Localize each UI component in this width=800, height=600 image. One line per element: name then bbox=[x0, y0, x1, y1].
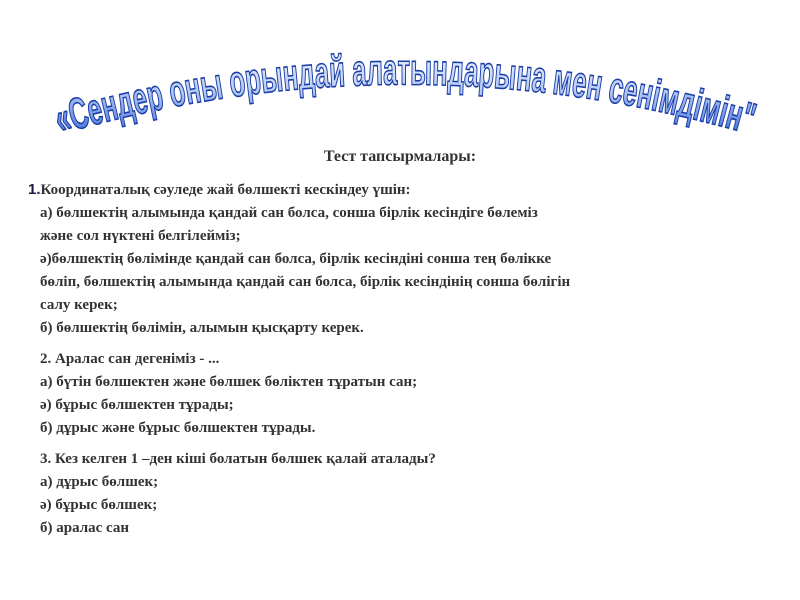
question-1-line: а) бөлшектің алымында қандай сан болса, сонша бірлік кесіндіге бөлеміз bbox=[40, 205, 538, 221]
question-3-text: 3. Кез келген 1 –ден кіші болатын бөлшек қалай аталады? bbox=[40, 451, 436, 467]
question-1-line: бөліп, бөлшектің алымында қандай сан болса, бірлік кесіндінің сонша бөлігін bbox=[40, 274, 571, 290]
questions-body bbox=[28, 178, 788, 548]
question-3-option: а) дұрыс бөлшек; bbox=[40, 474, 159, 490]
question-1-line: салу керек; bbox=[40, 297, 118, 313]
banner-text: «Сендер оны орындай алатындарына мен сенімдімін" bbox=[49, 45, 770, 147]
question-2-option: ә) бұрыс бөлшектен тұрады; bbox=[40, 397, 234, 413]
question-1 bbox=[28, 178, 788, 340]
question-1-line: ә)бөлшектің бөлімінде қандай сан болса, бірлік кесіндіні сонша тең бөлікке bbox=[40, 251, 552, 267]
question-2 bbox=[28, 348, 788, 440]
question-1-number: 1. bbox=[28, 181, 41, 198]
question-1-line: және сол нүктені белгілейміз; bbox=[40, 228, 241, 244]
banner-wordart bbox=[40, 42, 770, 152]
svg-text:«Сендер оны орындай алатындар bbox=[49, 45, 770, 147]
question-2-option: а) бүтін бөлшектен және бөлшек бөліктен тұратын сан; bbox=[40, 374, 418, 390]
question-1-options bbox=[28, 202, 788, 340]
question-2-option: б) дұрыс және бұрыс бөлшектен тұрады. bbox=[40, 420, 316, 436]
test-heading: Тест тапсырмалары: bbox=[323, 148, 477, 165]
banner-wordart-graphic bbox=[40, 42, 770, 152]
question-1-text: Координаталық сәуледе жай бөлшекті кескіндеу үшін: bbox=[40, 182, 411, 198]
question-3-option: б) аралас сан bbox=[40, 520, 130, 536]
question-3-option: ә) бұрыс бөлшек; bbox=[40, 497, 158, 513]
question-2-text: 2. Аралас сан дегеніміз - ... bbox=[40, 351, 220, 367]
question-3 bbox=[28, 448, 788, 540]
question-1-title bbox=[28, 178, 788, 202]
question-1-line: б) бөлшектің бөлімін, алымын қысқарту керек. bbox=[40, 320, 364, 336]
